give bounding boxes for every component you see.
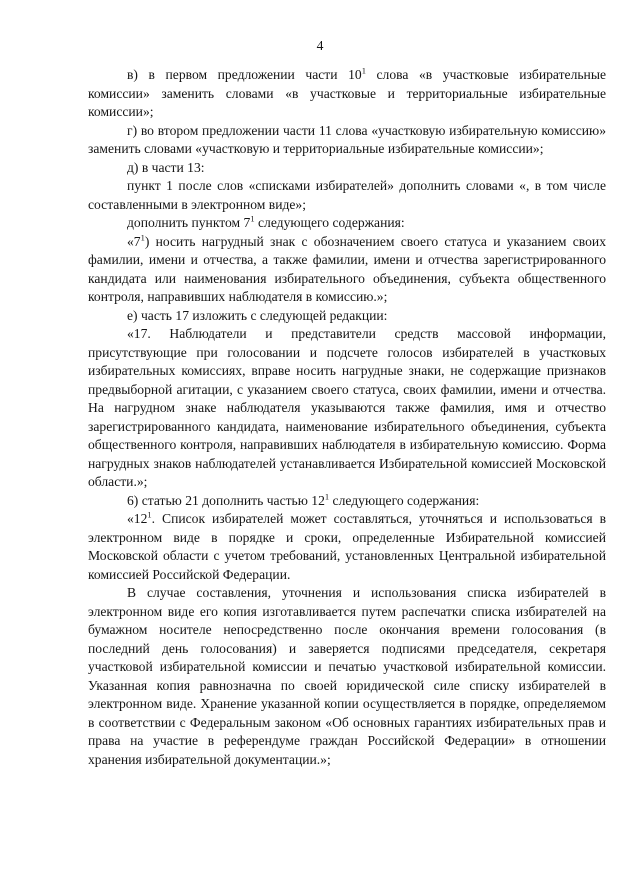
- page-number: 4: [316, 38, 324, 53]
- text-run: г) во втором предложении части 11 слова «участковую избирательную комиссию» заменить словами «участковую и территориальные избирательные комиссии»;: [88, 122, 606, 156]
- paragraph: [88, 584, 606, 769]
- paragraph: [88, 177, 606, 214]
- paragraph: [88, 233, 606, 307]
- text-run: в) в первом предложении части 10: [127, 67, 362, 82]
- text-run: «12: [127, 511, 148, 526]
- text-run: пункт 1 после слов «списками избирателей» дополнить словами «, в том числе составленными в электронном виде»;: [88, 178, 606, 212]
- superscript: 1: [324, 490, 330, 501]
- document-body: [88, 66, 606, 769]
- paragraph: [88, 307, 606, 326]
- paragraph: [88, 159, 606, 178]
- text-run: дополнить пунктом 7: [127, 215, 251, 230]
- superscript: 1: [147, 509, 152, 520]
- text-run: следующего содержания:: [329, 492, 480, 508]
- text-run: ) носить нагрудный знак с обозначением своего статуса и указанием своих фамилии, имени и отчества, а также фамилии, имени и отчества зарегистрированного кандидата или наименования избирательного объединения, субъекта общественного контроля, направивших наблюдателя в комиссию.»;: [88, 233, 606, 304]
- paragraph: [88, 214, 606, 233]
- paragraph: [88, 122, 606, 159]
- text-run: слова «в участковые избирательные комиссии» заменить словами «в участковые и территориальные избирательные комиссии»;: [88, 67, 606, 119]
- superscript: 1: [250, 213, 255, 224]
- paragraph: [88, 510, 606, 584]
- text-run: . Список избирателей может составляться, уточняться и использоваться в электронном виде в порядке и сроки, определенные Избирательной комиссией Московской области с учетом требований, установленных Центральной избирательной комиссией Российской Федерации.: [88, 511, 606, 582]
- superscript: 1: [361, 65, 366, 76]
- text-run: «17. Наблюдатели и представители средств массовой информации, присутствующие при голосовании и подсчете голосов избирателей в участковых избирательных комиссиях, вправе носить нагрудные знаки, не содержащие признаков предвыборной агитации, с указанием своего статуса, своих фамилии, имени и отчества. На нагрудном знаке наблюдателя указываются также фамилия, имя и отчество зарегистрированного кандидата, наименование избирательного объединения, субъекта общественного контроля, направивших наблюдателя в избирательную комиссию. Форма нагрудных знаков наблюдателей устанавливается Избирательной комиссией Московской области.»;: [88, 326, 606, 489]
- text-run: д) в части 13:: [127, 159, 205, 175]
- text-run: следующего содержания:: [254, 215, 405, 230]
- superscript: 1: [140, 231, 145, 242]
- text-run: е) часть 17 изложить с следующей редакции:: [127, 307, 388, 323]
- paragraph: [88, 492, 606, 511]
- text-run: В случае составления, уточнения и использования списка избирателей в электронном виде его копия изготавливается путем распечатки списка избирателей на бумажном носителе непосредственно после окончания времени голосования (в последний день голосования) и заверяется подписями председателя, секретаря участковой избирательной комиссии и печатью участковой избирательной комиссии. Указанная копия равнозначна по своей юридической силе списку избирателей в электронном виде. Хранение указанной копии осуществляется в порядке, определяемом в соответствии с Федеральным законом «Об основных гарантиях избирательных прав и права на участие в референдуме граждан Российской Федерации» в отношении хранения избирательной документации.»;: [88, 585, 606, 767]
- text-run: 6) статью 21 дополнить частью 12: [127, 492, 325, 508]
- paragraph: [88, 66, 606, 122]
- paragraph: [88, 325, 606, 492]
- text-run: «7: [127, 233, 141, 249]
